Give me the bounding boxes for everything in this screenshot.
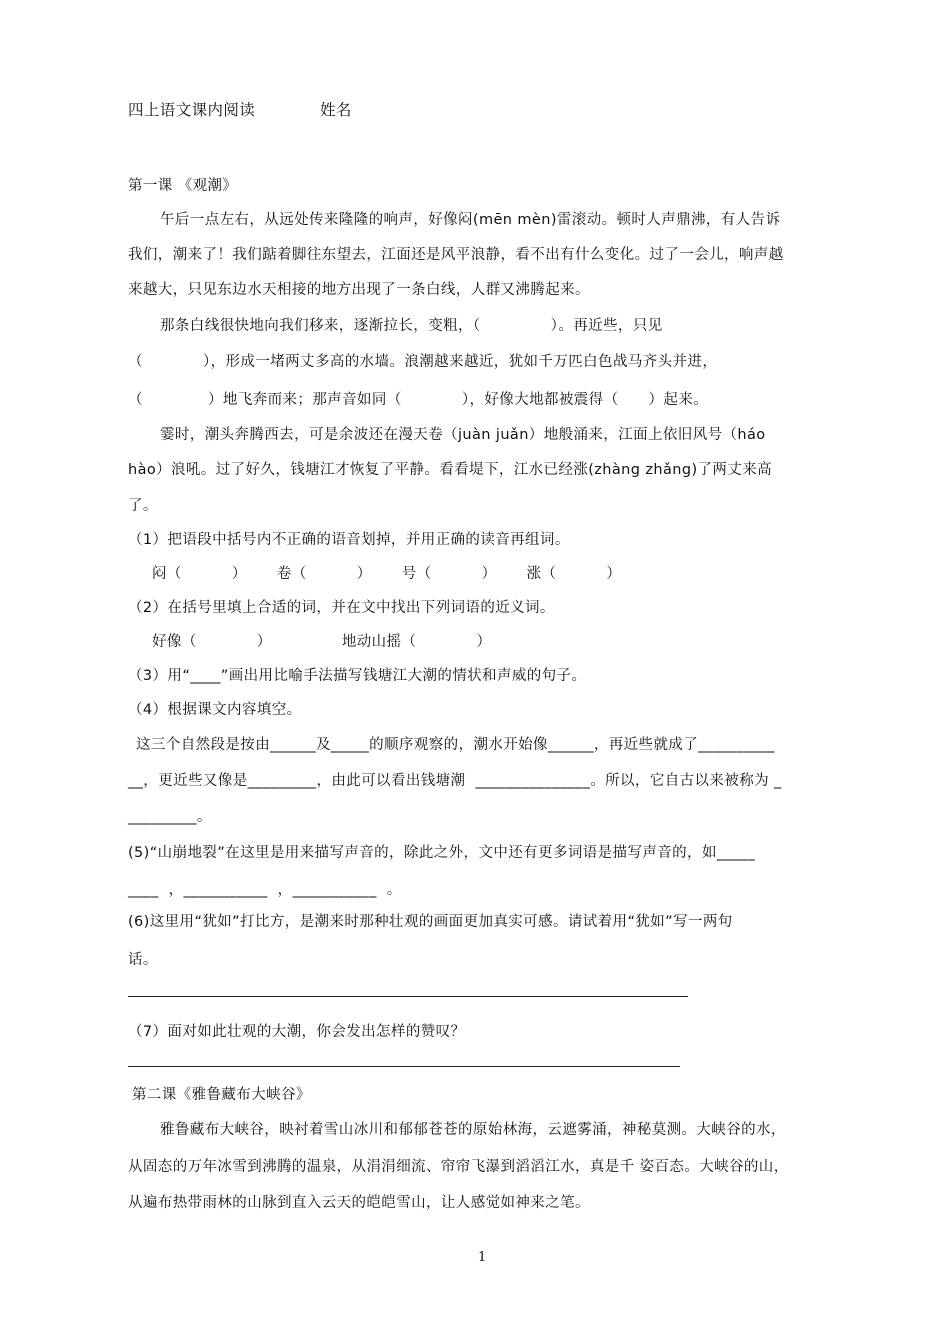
page-number: 1 [478,1250,487,1265]
question-2-blanks: 好像（ ） 地动山摇（ ） [152,634,492,650]
lesson2-heading: 第二课《雅鲁藏布大峡谷》 [132,1087,311,1103]
document-title: 四上语文课内阅读 [128,101,256,119]
question-1-blanks: 闷（ ） 卷（ ） 号（ ） 涨（ ） [152,566,622,582]
lesson1-heading: 第一课 《观潮》 [128,178,238,194]
lesson1-p3-line2: hào）浪吼。过了好久，钱塘江才恢复了平静。看看堤下，江水已经涨(zhàng zhǎng)了两丈来高 [128,462,773,478]
question-4-line3: _________。 [128,809,212,825]
answer-line-6 [128,996,688,997]
lesson1-p2-line2: （ ），形成一堵两丈多高的水墙。浪潮越来越近，犹如千万匹白色战马齐头并进， [128,354,718,370]
question-7: （7）面对如此壮观的大潮，你会发出怎样的赞叹？ [128,1024,466,1040]
lesson1-p2-line1: 那条白线很快地向我们移来，逐渐拉长，变粗，（ ）。再近些，只见 [160,318,663,334]
lesson1-p1-line1: 午后一点左右，从远处传来隆隆的响声，好像闷(mēn mèn)雷滚动。顿时人声鼎沸，有人告诉 [160,212,781,228]
lesson1-p3-line1: 霎时，潮头奔腾西去，可是余波还在漫天卷（juàn juǎn）地般涌来，江面上依旧风号（háo [160,427,766,443]
question-5-line2: ____ ，___________ ，___________ 。 [128,882,402,898]
lesson1-p3-line3: 了。 [128,498,158,514]
lesson2-p1-line2: 从固态的万年冰雪到沸腾的温泉，从涓涓细流、帘帘飞瀑到滔滔江水，真是千 姿百态。大峡谷的山， [128,1159,789,1175]
question-5-line1: (5)“山崩地裂”在这里是用来描写声音的，除此之外，文中还有更多词语是描写声音的，如_____ [128,845,756,861]
question-6-line1: (6)这里用“犹如”打比方，是潮来时那种壮观的画面更加真实可感。请试着用“犹如”写一两句 [128,914,733,930]
question-4-line2: __，更近些又像是_________，由此可以看出钱塘潮 _______________。所以，它自古以来被称为 _ [128,773,782,789]
question-3: （3）用“____”画出用比喻手法描写钱塘江大潮的情状和声威的句子。 [128,668,587,684]
lesson2-p1-line3: 从遍布热带雨林的山脉到直入云天的皑皑雪山，让人感觉如神来之笔。 [128,1195,590,1211]
question-6-line2: 话。 [128,952,158,968]
question-4-line1: 这三个自然段是按由______及_____的顺序观察的，潮水开始像______，再近些就成了__________ [136,737,775,753]
name-label: 姓名 [320,101,352,119]
question-4: （4）根据课文内容填空。 [128,702,302,718]
lesson2-p1-line1: 雅鲁藏布大峡谷，映衬着雪山冰川和郁郁苍苍的原始林海，云遮雾涌，神秘莫测。大峡谷的水， [160,1122,786,1138]
question-1: （1）把语段中括号内不正确的语音划掉，并用正确的读音再组词。 [128,532,570,548]
lesson1-p2-line3: （ ）地飞奔而来；那声音如同（ ），好像大地都被震得（ ）起来。 [128,392,709,408]
answer-line-7 [128,1066,680,1067]
lesson1-p1-line3: 来越大，只见东边水天相接的地方出现了一条白线，人群又沸腾起来。 [128,282,590,298]
question-2: （2）在括号里填上合适的词，并在文中找出下列词语的近义词。 [128,600,555,616]
lesson1-p1-line2: 我们，潮来了！我们踮着脚往东望去，江面还是风平浪静，看不出有什么变化。过了一会儿，响声越 [128,247,784,263]
